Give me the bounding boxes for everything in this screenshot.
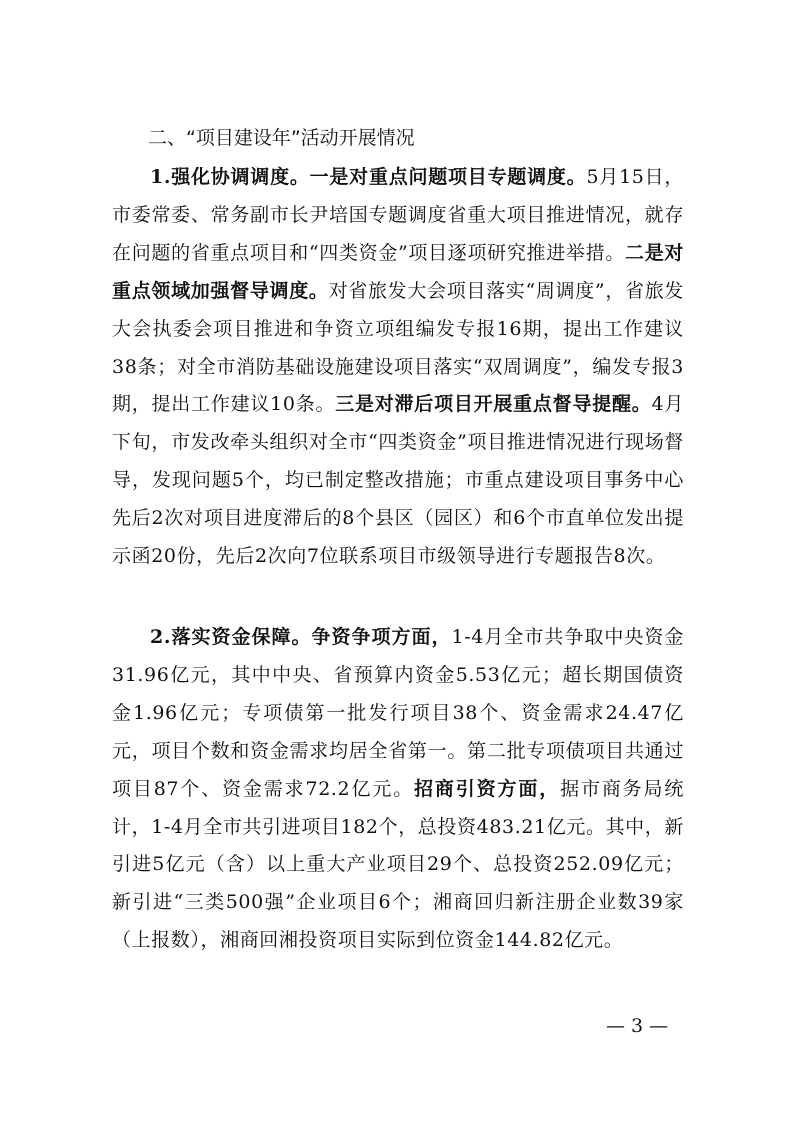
- part-title: 争资争项方面，: [311, 626, 452, 648]
- paragraph-title: 2.落实资金保障。: [150, 626, 312, 648]
- point-text: 5月15日，市委常委、常务副市长尹培国专题调度省重大项目推进情况，就存在问题的省重点项目和“四类资金”项目逐项研究推进举措。: [112, 166, 684, 264]
- paragraph-coordination: [112, 159, 684, 576]
- page-number: — 3 —: [606, 1015, 669, 1037]
- part-text: 据市商务局统计，1-4月全市共引进项目182个，总投资483.21亿元。其中，新引进5亿元（含）以上重大产业项目29个、总投资252.09亿元；新引进“三类500强”企业项目6个；湘商回归新注册企业数39家（上报数），湘商回湘投资项目实际到位资金144.82亿元。: [112, 777, 684, 952]
- point-text: 对省旅发大会项目落实“周调度”，省旅发大会执委会项目推进和争资立项组编发专报16期，提出工作建议38条；对全市消防基础设施建设项目落实“双周调度”，编发专报3期，提出工作建议10条。: [112, 279, 684, 416]
- point-title: 一是对重点问题项目专题调度。: [309, 166, 587, 188]
- paragraph-funding: [112, 619, 684, 960]
- point-title: 二是对重点领域加强督导调度。: [112, 241, 684, 302]
- point-text: 4月下旬，市发改牵头组织对全市“四类资金”项目推进情况进行现场督导，发现问题5个，均已制定整改措施；市重点建设项目事务中心先后2次对项目进度滞后的8个县区（园区）和6个市直单位发出提示函20份，先后2次向7位联系项目市级领导进行专题报告8次。: [112, 393, 684, 568]
- part-text: 1-4月全市共争取中央资金31.96亿元，其中中央、省预算内资金5.53亿元；超长期国债资金1.96亿元；专项债第一批发行项目38个、资金需求24.47亿元，项目个数和资金需求均居全省第一。第二批专项债项目共通过项目87个、资金需求72.2亿元。: [112, 626, 684, 800]
- point-title: 三是对滞后项目开展重点督导提醒。: [335, 393, 652, 416]
- section-heading: 二、“项目建设年”活动开展情况: [148, 127, 415, 149]
- part-title: 招商引资方面，: [414, 777, 561, 800]
- paragraph-title: 1.强化协调调度。: [150, 166, 310, 188]
